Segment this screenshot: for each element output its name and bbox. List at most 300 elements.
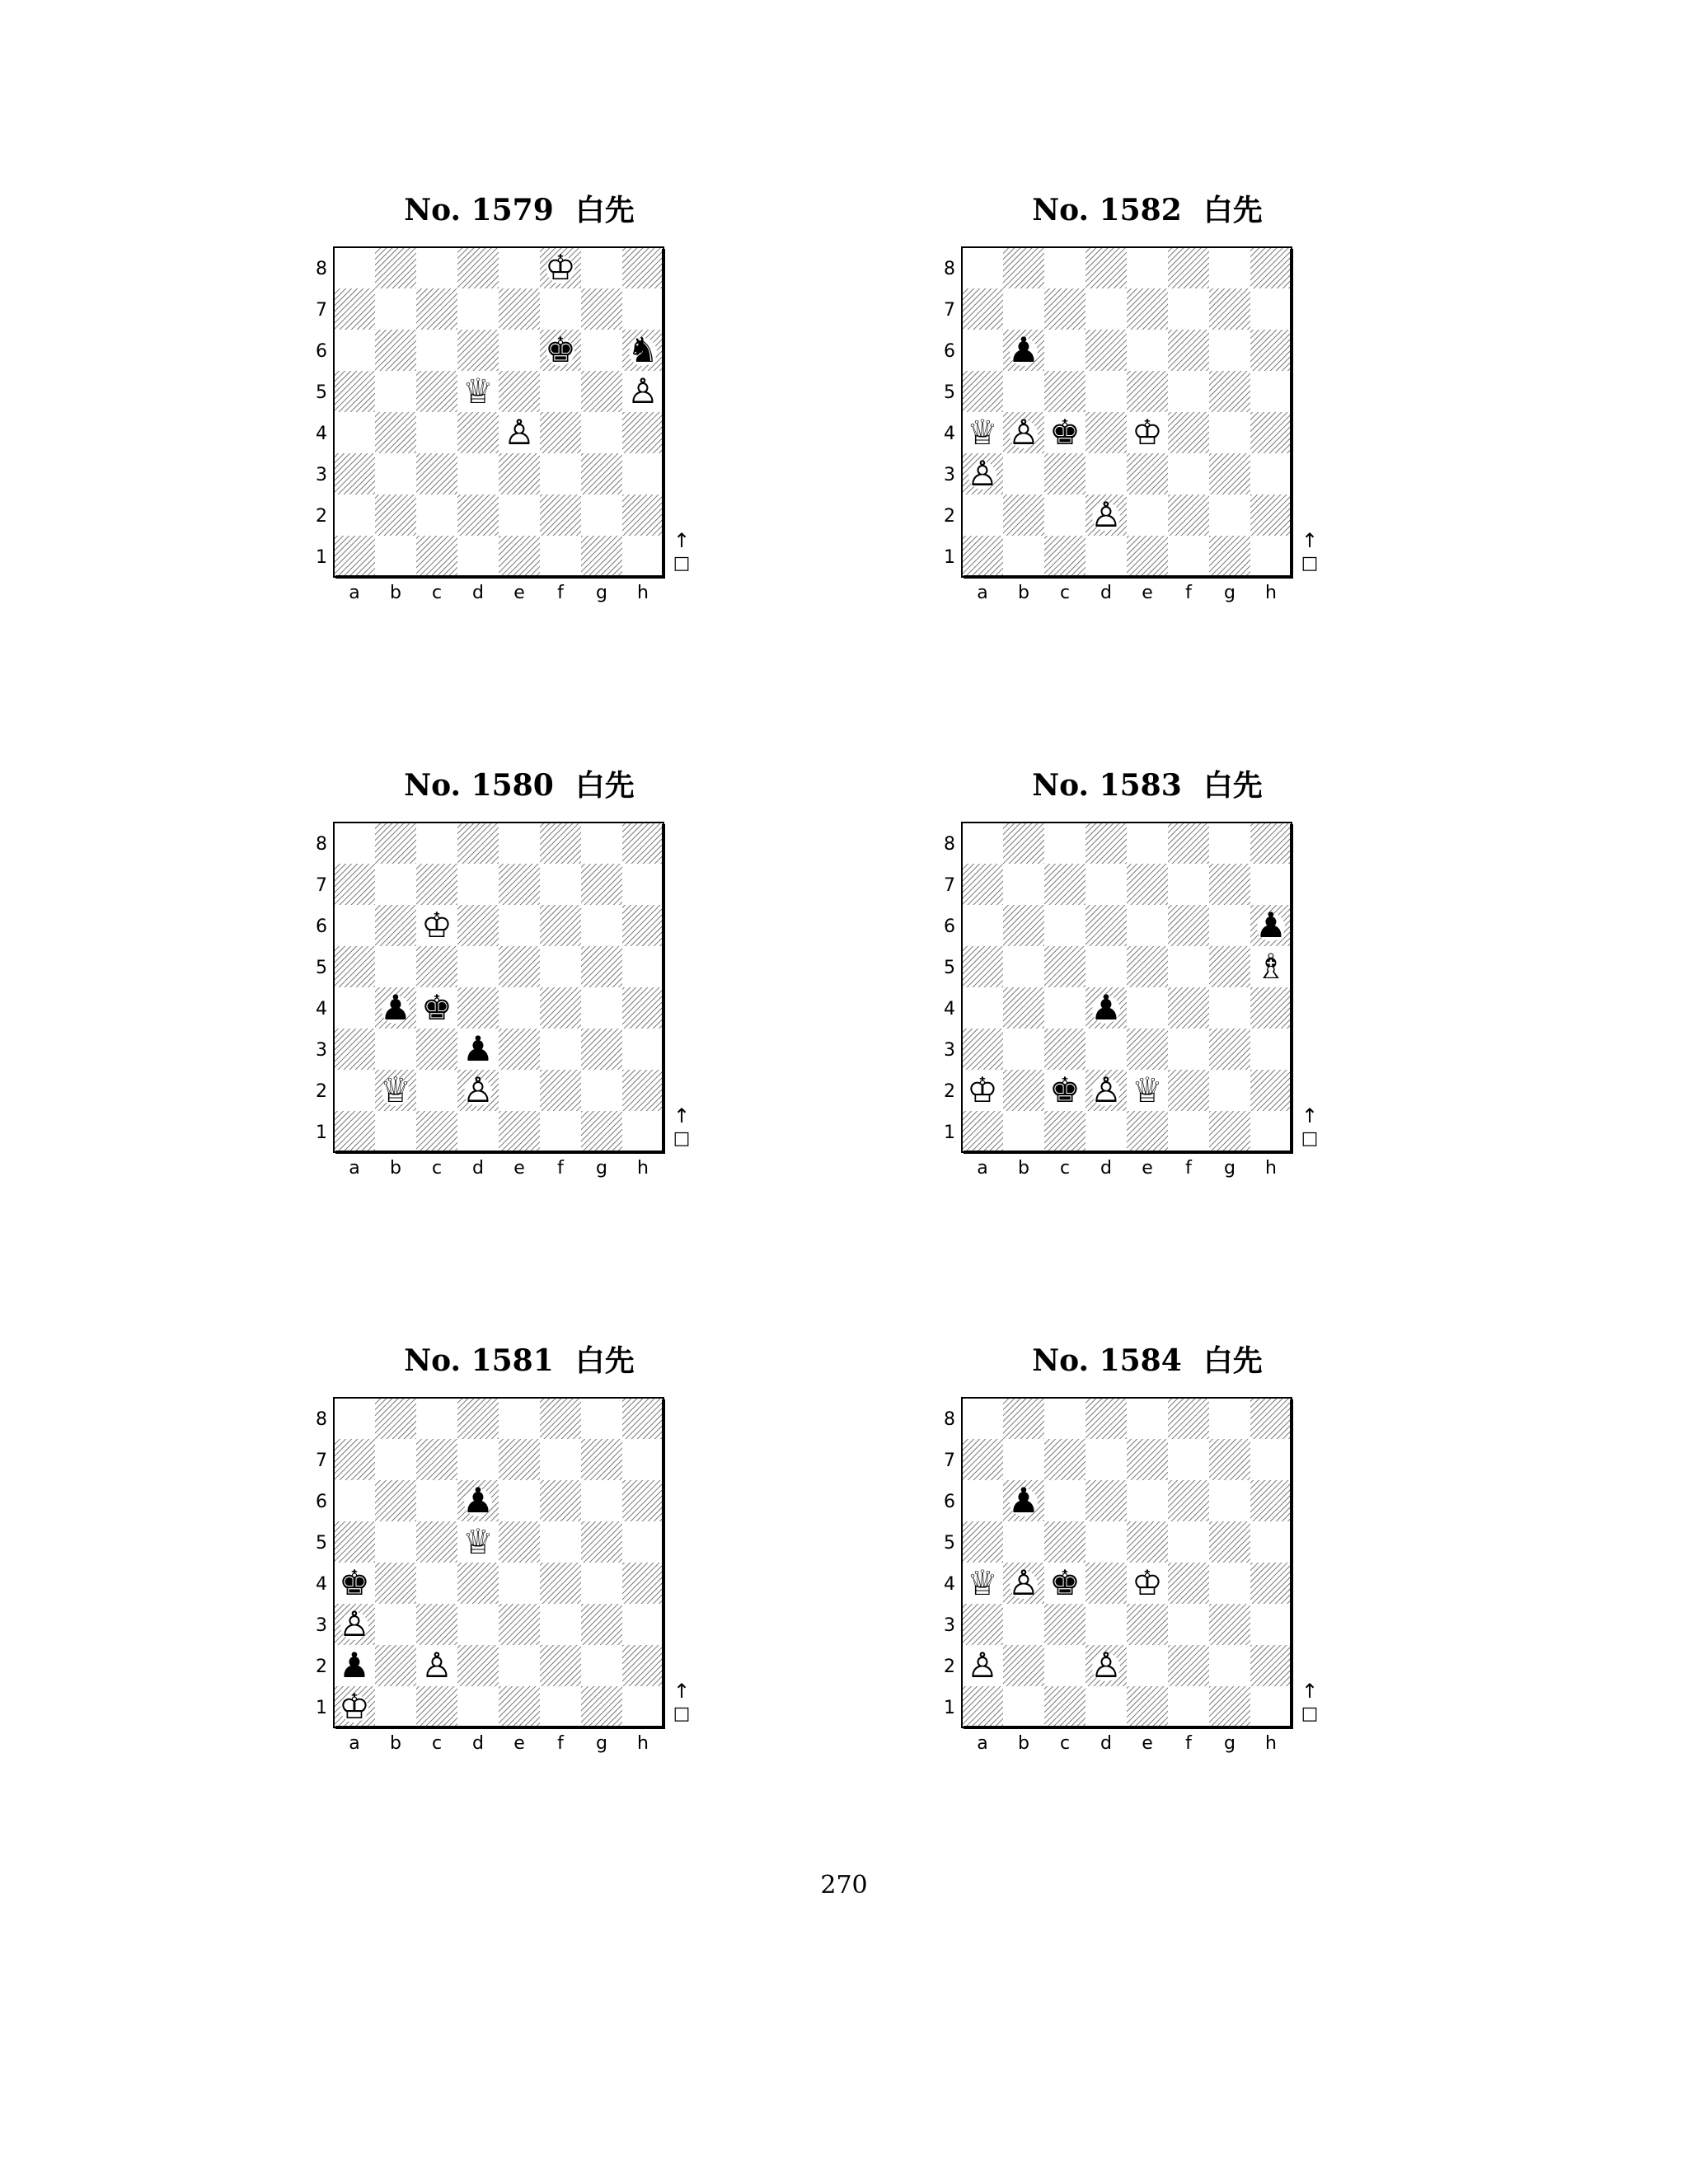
dark-square: [581, 1439, 622, 1480]
light-square: [962, 905, 1003, 946]
rank-label: 7: [944, 1451, 955, 1471]
dark-square: [1085, 1480, 1127, 1521]
rank-label: 7: [316, 1451, 327, 1471]
dark-square: [1168, 494, 1209, 536]
file-label: d: [1100, 1733, 1112, 1754]
side-to-move: 白先: [1203, 194, 1263, 227]
white-king-icon: ♔: [545, 247, 576, 288]
light-square: [1250, 1604, 1292, 1645]
light-square: [1044, 1645, 1085, 1686]
file-label: h: [1265, 1158, 1277, 1179]
dark-square: [1127, 536, 1168, 577]
dark-square: [375, 823, 416, 864]
file-label: c: [1059, 583, 1071, 603]
dark-square: [499, 288, 540, 330]
light-square: [1250, 536, 1292, 577]
light-square: [1250, 1029, 1292, 1070]
dark-square: [1127, 864, 1168, 905]
rank-label: 3: [316, 465, 327, 485]
file-label: h: [637, 1158, 649, 1179]
light-square: [581, 1070, 622, 1111]
light-square: [1127, 330, 1168, 371]
light-square: [375, 536, 416, 577]
light-square: [540, 1686, 581, 1727]
white-pawn-icon: ♙: [1090, 1070, 1122, 1110]
file-label: c: [1059, 1733, 1071, 1754]
dark-square: [334, 1439, 375, 1480]
light-square: [1127, 1398, 1168, 1439]
dark-square: [1168, 823, 1209, 864]
light-square: [1003, 371, 1044, 412]
light-square: [1044, 823, 1085, 864]
dark-square: [457, 412, 499, 453]
rank-label: 6: [944, 341, 955, 362]
chess-board: [941, 814, 1353, 1193]
dark-square: [457, 247, 499, 288]
move-arrow-icon: ↑: [1301, 1104, 1319, 1127]
dark-square: [1127, 1521, 1168, 1563]
file-label: g: [596, 583, 607, 603]
white-pawn-icon: ♙: [1008, 1563, 1039, 1603]
rank-label: 4: [316, 999, 327, 1019]
light-square: [962, 987, 1003, 1029]
rank-label: 7: [316, 875, 327, 896]
dark-square: [1250, 494, 1292, 536]
light-square: [1085, 371, 1127, 412]
white-king-icon: ♔: [1132, 1563, 1163, 1603]
light-square: [499, 494, 540, 536]
light-square: [1127, 247, 1168, 288]
light-square: [416, 247, 457, 288]
light-square: [1044, 1398, 1085, 1439]
white-king-icon: ♔: [421, 905, 452, 945]
light-square: [457, 1111, 499, 1152]
light-square: [581, 330, 622, 371]
puzzle-number: No. 1581: [404, 1343, 554, 1378]
dark-square: [1085, 412, 1127, 453]
light-square: [962, 330, 1003, 371]
puzzle-1584: [941, 1340, 1353, 1802]
light-square: [540, 453, 581, 494]
light-square: [416, 1070, 457, 1111]
dark-square: [1168, 1563, 1209, 1604]
black-king-icon: ♚: [1049, 1070, 1081, 1110]
dark-square: [375, 1563, 416, 1604]
dark-square: [1044, 864, 1085, 905]
dark-square: [334, 1111, 375, 1152]
file-label: f: [557, 1158, 564, 1179]
light-square: [457, 946, 499, 987]
file-label: e: [513, 1158, 525, 1179]
dark-square: [622, 1070, 663, 1111]
dark-square: [457, 1563, 499, 1604]
light-square: [1085, 1604, 1127, 1645]
dark-square: [962, 536, 1003, 577]
light-square: [1085, 1686, 1127, 1727]
light-square: [1168, 864, 1209, 905]
light-square: [375, 1521, 416, 1563]
light-square: [622, 864, 663, 905]
rank-label: 3: [944, 1615, 955, 1636]
light-square: [540, 946, 581, 987]
dark-square: [1003, 494, 1044, 536]
light-square: [1209, 987, 1250, 1029]
dark-square: [1250, 987, 1292, 1029]
rank-label: 2: [944, 1081, 955, 1102]
black-pawn-icon: ♟: [339, 1645, 370, 1685]
file-label: a: [977, 1733, 988, 1754]
dark-square: [622, 1480, 663, 1521]
dark-square: [540, 494, 581, 536]
file-label: b: [1018, 583, 1029, 603]
rank-label: 7: [944, 300, 955, 321]
light-square: [1250, 1521, 1292, 1563]
dark-square: [1127, 371, 1168, 412]
dark-square: [1168, 247, 1209, 288]
light-square: [1085, 1521, 1127, 1563]
dark-square: [540, 1480, 581, 1521]
light-square: [375, 1111, 416, 1152]
dark-square: [499, 536, 540, 577]
dark-square: [581, 536, 622, 577]
white-pawn-icon: ♙: [1090, 494, 1122, 535]
light-square: [1127, 987, 1168, 1029]
dark-square: [622, 494, 663, 536]
light-square: [334, 247, 375, 288]
dark-square: [1044, 1604, 1085, 1645]
light-square: [1003, 536, 1044, 577]
dark-square: [1085, 823, 1127, 864]
dark-square: [962, 288, 1003, 330]
rank-label: 4: [944, 1574, 955, 1595]
rank-label: 3: [944, 1040, 955, 1061]
rank-label: 4: [944, 424, 955, 444]
light-square: [375, 1686, 416, 1727]
white-pawn-icon: ♙: [627, 371, 659, 411]
black-king-icon: ♚: [421, 987, 452, 1028]
light-square: [622, 1686, 663, 1727]
light-square: [1085, 536, 1127, 577]
light-square: [1209, 330, 1250, 371]
white-queen-icon: ♕: [462, 371, 494, 411]
dark-square: [1209, 946, 1250, 987]
dark-square: [499, 1439, 540, 1480]
dark-square: [581, 864, 622, 905]
light-square: [334, 1070, 375, 1111]
dark-square: [540, 412, 581, 453]
dark-square: [1250, 823, 1292, 864]
light-square: [375, 371, 416, 412]
dark-square: [622, 247, 663, 288]
dark-square: [457, 1398, 499, 1439]
puzzle-1582: [941, 190, 1353, 651]
light-square: [540, 1111, 581, 1152]
dark-square: [1003, 1398, 1044, 1439]
dark-square: [375, 330, 416, 371]
file-label: c: [431, 583, 443, 603]
light-square: [1250, 1111, 1292, 1152]
puzzle-title: [313, 190, 725, 232]
light-square: [457, 1686, 499, 1727]
light-square: [1044, 905, 1085, 946]
rank-label: 8: [316, 834, 327, 855]
chess-board: [313, 814, 725, 1193]
light-square: [1127, 494, 1168, 536]
white-king-icon: ♔: [339, 1686, 370, 1727]
dark-square: [416, 1111, 457, 1152]
dark-square: [334, 1521, 375, 1563]
dark-square: [1003, 1070, 1044, 1111]
light-square: [1003, 1686, 1044, 1727]
light-square: [375, 453, 416, 494]
dark-square: [1168, 987, 1209, 1029]
light-square: [581, 412, 622, 453]
dark-square: [540, 1563, 581, 1604]
rank-label: 1: [944, 1698, 955, 1718]
dark-square: [581, 1521, 622, 1563]
puzzle-title: [941, 1340, 1353, 1382]
white-king-icon: ♔: [1132, 412, 1163, 452]
dark-square: [1044, 1111, 1085, 1152]
dark-square: [1168, 905, 1209, 946]
chess-board: [941, 1390, 1353, 1769]
dark-square: [499, 946, 540, 987]
white-bishop-icon: ♗: [1255, 946, 1287, 987]
dark-square: [1085, 330, 1127, 371]
dark-square: [416, 1604, 457, 1645]
light-square: [581, 823, 622, 864]
dark-square: [1044, 1029, 1085, 1070]
dark-square: [1209, 1111, 1250, 1152]
light-square: [1209, 247, 1250, 288]
light-square: [334, 494, 375, 536]
light-square: [622, 1521, 663, 1563]
dark-square: [416, 371, 457, 412]
chess-board: [941, 239, 1353, 618]
move-arrow-icon: ↑: [1301, 1680, 1319, 1703]
dark-square: [416, 1521, 457, 1563]
white-to-move-box-icon: □: [673, 1128, 691, 1149]
light-square: [375, 1439, 416, 1480]
light-square: [1085, 453, 1127, 494]
white-to-move-box-icon: □: [1301, 1128, 1319, 1149]
light-square: [1209, 1645, 1250, 1686]
rank-label: 8: [944, 1409, 955, 1430]
puzzle-number: No. 1579: [404, 193, 554, 227]
light-square: [540, 1029, 581, 1070]
light-square: [375, 864, 416, 905]
light-square: [1127, 1645, 1168, 1686]
light-square: [457, 453, 499, 494]
light-square: [1127, 1480, 1168, 1521]
light-square: [1085, 864, 1127, 905]
move-arrow-icon: ↑: [673, 1680, 691, 1703]
dark-square: [1209, 453, 1250, 494]
dark-square: [1003, 823, 1044, 864]
light-square: [334, 1480, 375, 1521]
dark-square: [540, 1398, 581, 1439]
dark-square: [581, 946, 622, 987]
dark-square: [416, 1686, 457, 1727]
white-to-move-box-icon: □: [1301, 553, 1319, 574]
dark-square: [375, 1480, 416, 1521]
black-king-icon: ♚: [1049, 1563, 1081, 1603]
black-pawn-icon: ♟: [462, 1480, 494, 1521]
file-label: h: [1265, 1733, 1277, 1754]
dark-square: [962, 371, 1003, 412]
light-square: [1250, 1686, 1292, 1727]
rank-label: 6: [944, 1492, 955, 1512]
light-square: [334, 823, 375, 864]
light-square: [499, 987, 540, 1029]
dark-square: [622, 1398, 663, 1439]
file-label: h: [1265, 583, 1277, 603]
light-square: [1168, 371, 1209, 412]
dark-square: [416, 946, 457, 987]
dark-square: [622, 1645, 663, 1686]
light-square: [1168, 288, 1209, 330]
light-square: [540, 371, 581, 412]
rank-label: 6: [944, 916, 955, 937]
dark-square: [1127, 453, 1168, 494]
light-square: [1003, 946, 1044, 987]
puzzle-number: No. 1584: [1032, 1343, 1182, 1378]
rank-label: 4: [316, 424, 327, 444]
light-square: [1209, 412, 1250, 453]
dark-square: [962, 1686, 1003, 1727]
light-square: [457, 288, 499, 330]
light-square: [499, 1070, 540, 1111]
light-square: [457, 864, 499, 905]
dark-square: [962, 1029, 1003, 1070]
dark-square: [1044, 1521, 1085, 1563]
dark-square: [334, 1029, 375, 1070]
puzzle-1580: [313, 765, 725, 1226]
file-label: g: [1224, 583, 1236, 603]
file-label: b: [390, 583, 401, 603]
light-square: [499, 1398, 540, 1439]
file-label: e: [1142, 1158, 1153, 1179]
light-square: [1168, 1521, 1209, 1563]
dark-square: [457, 1645, 499, 1686]
light-square: [1044, 247, 1085, 288]
dark-square: [1250, 1480, 1292, 1521]
file-label: d: [1100, 583, 1112, 603]
page-number: 270: [820, 1871, 868, 1900]
dark-square: [962, 1604, 1003, 1645]
dark-square: [581, 371, 622, 412]
light-square: [581, 1645, 622, 1686]
light-square: [1044, 494, 1085, 536]
rank-label: 4: [944, 999, 955, 1019]
file-label: e: [513, 1733, 525, 1754]
dark-square: [540, 905, 581, 946]
light-square: [540, 288, 581, 330]
light-square: [334, 1398, 375, 1439]
dark-square: [1250, 412, 1292, 453]
dark-square: [1250, 1070, 1292, 1111]
light-square: [1250, 453, 1292, 494]
dark-square: [540, 823, 581, 864]
rank-label: 2: [316, 1081, 327, 1102]
rank-label: 1: [316, 1698, 327, 1718]
chess-board: [313, 1390, 725, 1769]
light-square: [416, 1480, 457, 1521]
dark-square: [499, 1686, 540, 1727]
white-queen-icon: ♕: [462, 1521, 494, 1562]
file-label: g: [596, 1733, 607, 1754]
rank-label: 6: [316, 916, 327, 937]
rank-label: 6: [316, 1492, 327, 1512]
dark-square: [1044, 453, 1085, 494]
dark-square: [499, 1111, 540, 1152]
light-square: [540, 1604, 581, 1645]
file-label: c: [431, 1158, 443, 1179]
light-square: [416, 1563, 457, 1604]
light-square: [1250, 288, 1292, 330]
file-label: b: [390, 1158, 401, 1179]
light-square: [499, 1480, 540, 1521]
white-queen-icon: ♕: [967, 1563, 998, 1603]
dark-square: [581, 453, 622, 494]
light-square: [1168, 1604, 1209, 1645]
light-square: [1168, 1686, 1209, 1727]
file-label: a: [349, 583, 360, 603]
dark-square: [622, 1563, 663, 1604]
light-square: [1003, 1111, 1044, 1152]
dark-square: [457, 987, 499, 1029]
dark-square: [1209, 1686, 1250, 1727]
file-label: b: [390, 1733, 401, 1754]
dark-square: [375, 905, 416, 946]
dark-square: [1044, 1686, 1085, 1727]
dark-square: [1003, 905, 1044, 946]
light-square: [1209, 823, 1250, 864]
dark-square: [540, 1070, 581, 1111]
dark-square: [1085, 247, 1127, 288]
dark-square: [457, 905, 499, 946]
move-arrow-icon: ↑: [673, 529, 691, 552]
black-king-icon: ♚: [339, 1563, 370, 1603]
dark-square: [1168, 330, 1209, 371]
file-label: a: [349, 1733, 360, 1754]
light-square: [1168, 1029, 1209, 1070]
light-square: [499, 1563, 540, 1604]
file-label: d: [1100, 1158, 1112, 1179]
file-label: c: [431, 1733, 443, 1754]
dark-square: [581, 288, 622, 330]
puzzle-title: [941, 765, 1353, 807]
light-square: [540, 864, 581, 905]
light-square: [1127, 905, 1168, 946]
light-square: [581, 1563, 622, 1604]
rank-label: 7: [316, 300, 327, 321]
light-square: [1085, 1439, 1127, 1480]
dark-square: [1127, 1604, 1168, 1645]
side-to-move: 白先: [1203, 1344, 1263, 1378]
dark-square: [1127, 946, 1168, 987]
move-arrow-icon: ↑: [1301, 529, 1319, 552]
side-to-move: 白先: [1203, 769, 1263, 803]
light-square: [375, 1604, 416, 1645]
dark-square: [457, 330, 499, 371]
puzzle-title: [941, 190, 1353, 232]
light-square: [540, 1521, 581, 1563]
dark-square: [962, 864, 1003, 905]
file-label: c: [1059, 1158, 1071, 1179]
light-square: [457, 1604, 499, 1645]
dark-square: [457, 823, 499, 864]
